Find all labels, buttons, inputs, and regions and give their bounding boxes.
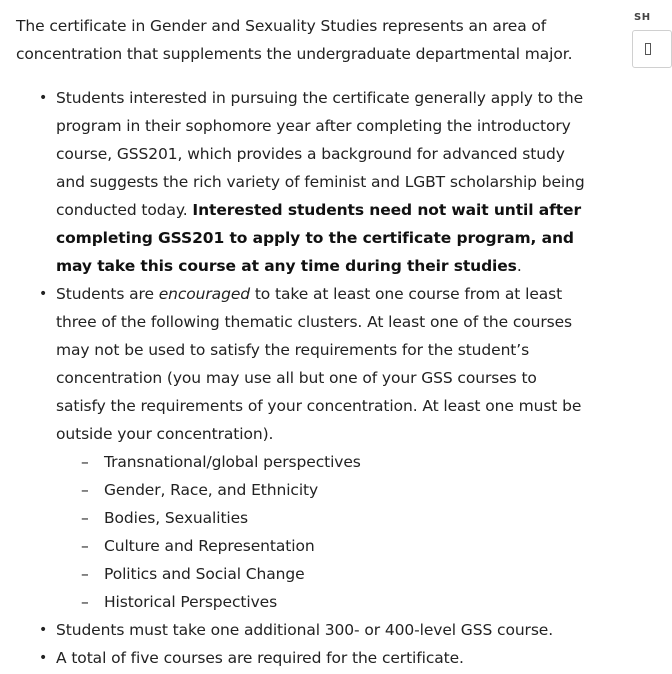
- apply-text: Students interested in pursuing the certificate generally apply to the program in their sophomore year after completing the introductory course, GSS201, which provides a background for advanced study and suggests the rich variety of feminist and LGBT scholarship being conducted today.: [56, 89, 585, 219]
- cluster-item: – Bodies, Sexualities: [56, 504, 586, 532]
- apply-bold-text: Interested students need not wait until after completing GSS201 to apply to the certificate program, and may take this course at any time during their studies: [56, 201, 581, 275]
- encouraged-text: encouraged: [158, 285, 250, 303]
- clusters-intro-post: to take at least one course from at least three of the following thematic clusters. At least one of the courses may not be used to satisfy the requirements for the student’s concentration (you may use all but one of your GSS courses to satisfy the requirements of your concentration. At least one must be outside your concentration).: [56, 285, 582, 443]
- list-item-clusters: [16, 280, 586, 616]
- cluster-item: – Historical Perspectives: [56, 588, 586, 616]
- list-item-apply: [16, 84, 586, 280]
- requirements-list: [16, 84, 586, 672]
- list-item-advanced-course: • Students must take one additional 300- or 400-level GSS course.: [16, 616, 586, 644]
- cluster-item: – Politics and Social Change: [56, 560, 586, 588]
- main-content: [16, 12, 586, 672]
- sidebar-widget[interactable]: [632, 30, 672, 68]
- cluster-item: – Transnational/global perspectives: [56, 448, 586, 476]
- apply-period: .: [516, 257, 522, 275]
- cluster-item: – Gender, Race, and Ethnicity: [56, 476, 586, 504]
- cluster-item: – Culture and Representation: [56, 532, 586, 560]
- clusters-intro-pre: Students are: [56, 285, 159, 303]
- clusters-list: [56, 448, 586, 616]
- sidebar-heading: SH: [634, 12, 651, 23]
- sidebar-widget-icon: [645, 43, 651, 55]
- intro-paragraph: The certificate in Gender and Sexuality Studies represents an area of concentration that supplements the undergraduate departmental major.: [16, 17, 573, 63]
- list-item-total-courses: • A total of five courses are required for the certificate.: [16, 644, 586, 672]
